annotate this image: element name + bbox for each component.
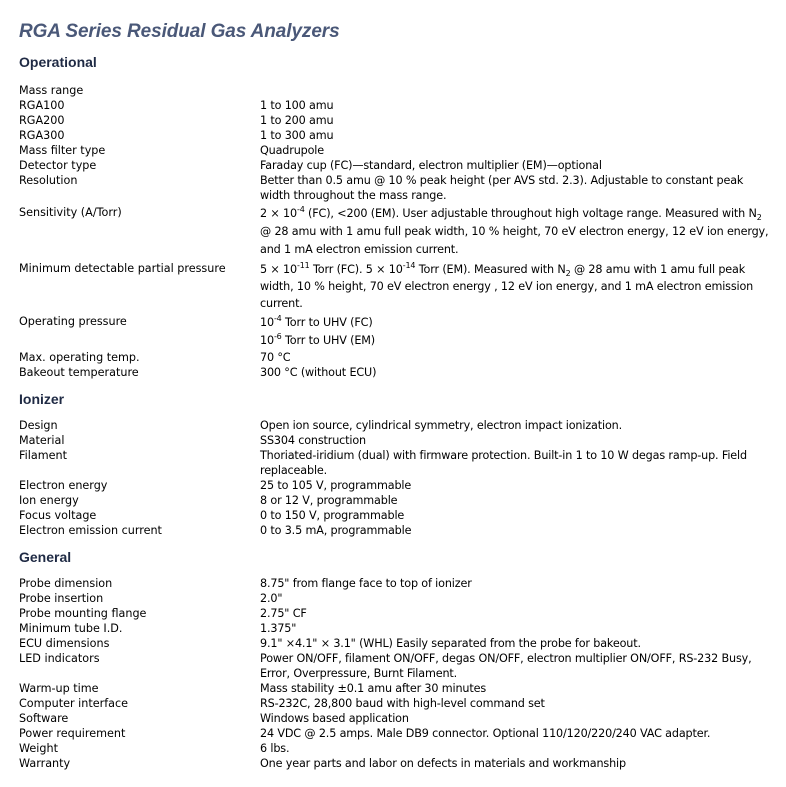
page-title: RGA Series Residual Gas Analyzers bbox=[19, 21, 340, 42]
spec-table-general bbox=[19, 576, 775, 771]
spec-value: 0 to 3.5 mA, programmable bbox=[260, 524, 412, 537]
spec-value: 8.75" from flange face to top of ionizer bbox=[260, 577, 472, 590]
spec-value: 1 to 200 amu bbox=[260, 114, 334, 127]
spec-value: 2.0" bbox=[260, 592, 283, 605]
spec-table-operational bbox=[19, 83, 775, 380]
spec-row bbox=[19, 493, 775, 508]
spec-label: Probe dimension bbox=[19, 577, 113, 590]
spec-row bbox=[19, 350, 775, 365]
spec-value: 6 lbs. bbox=[260, 742, 290, 755]
spec-label: Sensitivity (A/Torr) bbox=[19, 206, 122, 219]
section-heading-general: General bbox=[19, 549, 72, 565]
spec-value: 1 to 100 amu bbox=[260, 99, 334, 112]
spec-label: Electron emission current bbox=[19, 524, 162, 537]
section-heading-operational: Operational bbox=[19, 54, 97, 70]
spec-label: Minimum detectable partial pressure bbox=[19, 262, 226, 275]
spec-row bbox=[19, 478, 775, 493]
spec-label: Design bbox=[19, 419, 58, 432]
spec-label: Minimum tube I.D. bbox=[19, 622, 123, 635]
spec-label: Weight bbox=[19, 742, 58, 755]
spec-value: 1 to 300 amu bbox=[260, 129, 334, 142]
spec-value bbox=[260, 83, 775, 98]
spec-row bbox=[19, 98, 775, 113]
spec-label: Resolution bbox=[19, 174, 78, 187]
spec-value: Power ON/OFF, filament ON/OFF, degas ON/OFF, electron multiplier ON/OFF, RS-232 Busy, Error, Overpressure, Burnt Filament. bbox=[260, 652, 752, 680]
spec-value: 25 to 105 V, programmable bbox=[260, 479, 412, 492]
spec-row bbox=[19, 261, 775, 314]
spec-value: Thoriated-iridium (dual) with firmware protection. Built-in 1 to 10 W degas ramp-up. Field replaceable. bbox=[260, 449, 747, 477]
spec-row bbox=[19, 756, 775, 771]
spec-label: Computer interface bbox=[19, 697, 129, 710]
spec-label: RGA200 bbox=[19, 114, 65, 127]
spec-value: SS304 construction bbox=[260, 434, 366, 447]
spec-label: ECU dimensions bbox=[19, 637, 110, 650]
spec-value: Faraday cup (FC)—standard, electron multiplier (EM)—optional bbox=[260, 159, 602, 172]
spec-row bbox=[19, 681, 775, 696]
spec-table-ionizer bbox=[19, 418, 775, 538]
spec-row bbox=[19, 636, 775, 651]
spec-row bbox=[19, 696, 775, 711]
spec-label: RGA300 bbox=[19, 129, 65, 142]
spec-value: 2.75" CF bbox=[260, 607, 307, 620]
spec-label: LED indicators bbox=[19, 652, 100, 665]
spec-value: 8 or 12 V, programmable bbox=[260, 494, 398, 507]
spec-row bbox=[19, 205, 775, 261]
spec-row bbox=[19, 523, 775, 538]
spec-value-line: $10^{-6}$ Torr to UHV (EM) bbox=[260, 332, 376, 347]
spec-value: 1.375" bbox=[260, 622, 297, 635]
spec-row bbox=[19, 711, 775, 726]
spec-label: Mass filter type bbox=[19, 144, 106, 157]
spec-label: Max. operating temp. bbox=[19, 351, 140, 364]
spec-value: Better than 0.5 amu @ 10 % peak height (per AVS std. 2.3). Adjustable to constant peak width throughout the mass range. bbox=[260, 174, 744, 202]
spec-label: Filament bbox=[19, 449, 67, 462]
spec-value: $2 \times 10^{-4}$ (FC), <200 (EM). User adjustable throughout high voltage range. Measured with $N_2$ @ 28 amu with 1 amu full peak width, 10 % height, 70 eV electron energy, 12 eV ion energy, and 1 mA electron emission current. bbox=[260, 205, 769, 256]
spec-value: RS-232C, 28,800 baud with high-level command set bbox=[260, 697, 545, 710]
section-heading-ionizer: Ionizer bbox=[19, 391, 65, 407]
spec-label: Warranty bbox=[19, 757, 71, 770]
spec-label: Operating pressure bbox=[19, 315, 127, 328]
spec-label: Ion energy bbox=[19, 494, 79, 507]
spec-value: Mass stability ±0.1 amu after 30 minutes bbox=[260, 682, 487, 695]
spec-row bbox=[19, 621, 775, 636]
spec-row bbox=[19, 591, 775, 606]
spec-label: Software bbox=[19, 712, 69, 725]
spec-row bbox=[19, 651, 775, 681]
spec-label: Electron energy bbox=[19, 479, 108, 492]
spec-value: Quadrupole bbox=[260, 144, 324, 157]
spec-label: Mass range bbox=[19, 84, 84, 97]
spec-row bbox=[19, 433, 775, 448]
spec-row bbox=[19, 508, 775, 523]
spec-row bbox=[19, 173, 775, 205]
spec-value: 300 °C (without ECU) bbox=[260, 366, 377, 379]
spec-value: 70 °C bbox=[260, 351, 291, 364]
spec-value: 24 VDC @ 2.5 amps. Male DB9 connector. Optional 110/120/220/240 VAC adapter. bbox=[260, 727, 711, 740]
spec-row bbox=[19, 606, 775, 621]
spec-row bbox=[19, 418, 775, 433]
spec-value: $5 \times 10^{-11}$ Torr (FC). $5 \times 10^{-14}$ Torr (EM). Measured with $N_2$ @ 28 amu with 1 amu full peak width, 10 % height, 70 eV electron energy , 12 eV ion energy, and 1 mA electron emission current. bbox=[260, 261, 754, 310]
spec-value-line: $10^{-4}$ Torr to UHV (FC) bbox=[260, 314, 373, 329]
spec-row bbox=[19, 741, 775, 756]
spec-value: 9.1" ×4.1" × 3.1" (WHL) Easily separated from the probe for bakeout. bbox=[260, 637, 641, 650]
spec-value bbox=[260, 314, 775, 350]
spec-row bbox=[19, 448, 775, 478]
spec-row bbox=[19, 576, 775, 591]
spec-label: Power requirement bbox=[19, 727, 126, 740]
spec-value: Windows based application bbox=[260, 712, 409, 725]
spec-row bbox=[19, 314, 775, 350]
spec-label: RGA100 bbox=[19, 99, 65, 112]
spec-row bbox=[19, 143, 775, 158]
spec-row bbox=[19, 83, 775, 98]
spec-label: Probe insertion bbox=[19, 592, 104, 605]
spec-row bbox=[19, 365, 775, 380]
spec-label: Detector type bbox=[19, 159, 97, 172]
spec-label: Bakeout temperature bbox=[19, 366, 139, 379]
spec-row bbox=[19, 128, 775, 143]
spec-value: One year parts and labor on defects in materials and workmanship bbox=[260, 757, 626, 770]
spec-label: Material bbox=[19, 434, 65, 447]
spec-label: Focus voltage bbox=[19, 509, 97, 522]
spec-row bbox=[19, 113, 775, 128]
spec-value: 0 to 150 V, programmable bbox=[260, 509, 405, 522]
spec-label: Probe mounting flange bbox=[19, 607, 147, 620]
spec-label: Warm-up time bbox=[19, 682, 99, 695]
spec-row bbox=[19, 726, 775, 741]
spec-row bbox=[19, 158, 775, 173]
spec-value: Open ion source, cylindrical symmetry, electron impact ionization. bbox=[260, 419, 622, 432]
